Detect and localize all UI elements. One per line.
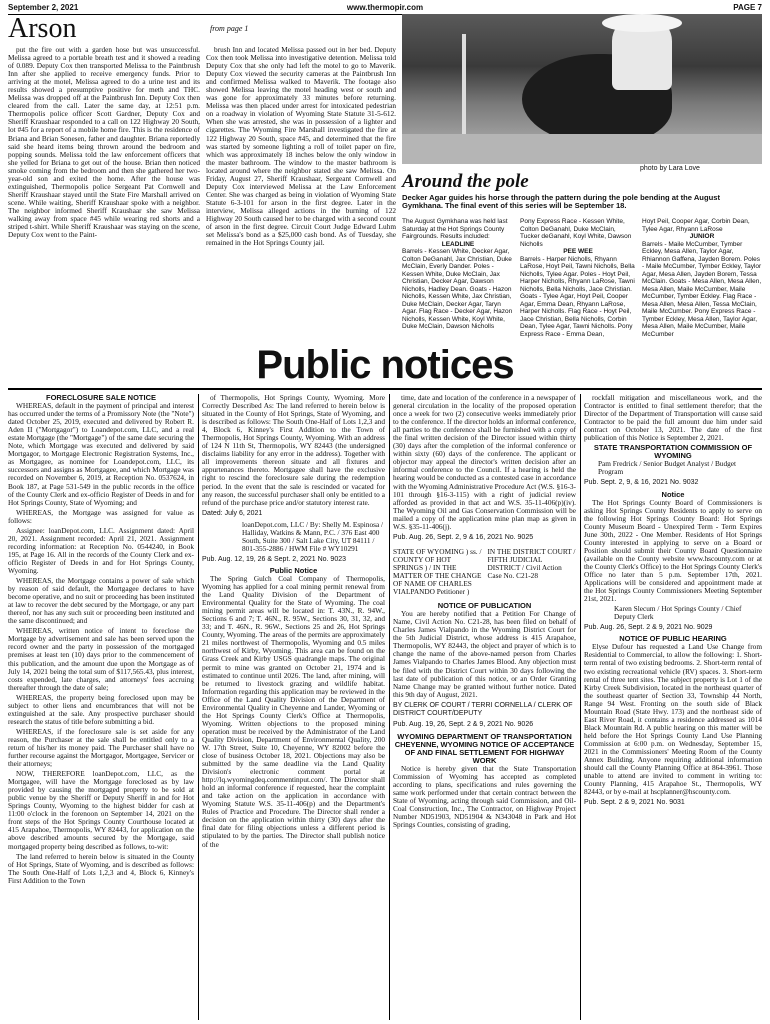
foreclosure-para: WHEREAS, if the foreclosure sale is set aside for any reason, the Purchaser at the sale shall be entitled only to a return of his/her its money paid. The Purchaser shall have no further recourse against the Mortgagor, Mortgagee, Servicer or their attorneys;: [8, 726, 194, 769]
wydot-body: Notice is hereby given that the State Transportation Commission of Wyoming has accepted as completed according to plans, specifications and rules governing the same work performed under that certain contract between the State of Wyoming, acting through said Commission, and Oil-Coal Construction, Inc., The Contractor, on Highway Project Number ND51903, ND51904 & N343048 in Park and Hot Springs Counties, consisting of grading,: [393, 764, 576, 830]
public-notices-title: Public notices: [256, 343, 514, 387]
publication-notice-body: You are hereby notified that a Petition For Change of Name, Civil Action No. C21-28, has been filed on behalf of Charles James Vialpando in the Wyoming District Court for the 5th Judicial District, whose address is 415 Arapahoe, Thermopolis, WY 82443, the object and prayer of which is to change the name of the above-named person from Charles James Vialpando to Charles James Blood. Any objection must be filed with the District Court within 30 days following the last date of publication of this notice, or an Order Granting Name Change may be granted without further notice. Dated this 9th day of August, 2021.: [393, 609, 576, 699]
public-notices-rule: [8, 388, 762, 390]
foreclosure-cont: of Thermopolis, Hot Springs County, Wyoming. More Correctly Described As: The land referred to herein below is situated in the County of Hot Springs, State of Wyoming, and is described as follows: The South One-Half of Lots 1,2,3 and 4, Block 6, Kinney's First Addition to the Town of Thermopolis, Hot Springs County, Wyoming. With an address of 124 N 11th St, Thermopolis, WY 82443 (the undersigned disclaims liability for any error in the address). Together with all improvements thereon situate and all fixtures and appurtenances thereto. Mortgagee shall have the exclusive right to rescind the foreclosure sale during the redemption period. In the event that the sale is rescinded or vacated for any reason, the successful purchaser shall only be entitled to a refund of the purchase price and/or statutory interest rate.: [202, 394, 385, 507]
foreclosure-title: FORECLOSURE SALE NOTICE: [45, 394, 156, 402]
story-title: Arson: [8, 13, 77, 44]
column-divider-3: [580, 394, 581, 1020]
foreclosure-para: NOW, THEREFORE loanDepot.com, LLC, as the Mortgagee, will have the Mortgage foreclosed as by law provided by causing the mortgaged property to be sold at public venue by the Sheriff or Deputy Sheriff in and for Hot Springs County, Wyoming to the highest bidder for cash at 11:00 o'clock in the forenoon on September 14, 2021 on the front steps of the Hot Springs County Courthouse located at 415 Arapahoe, Thermopolis, WY 82443, for application on the above described amounts secured by the Mortgage, said mortgaged property being described as follows, to-wit:: [8, 769, 194, 851]
mining-pub-line: Pub. Aug. 26, Sept. 2, 9 & 16, 2021 No. 9025: [393, 533, 534, 541]
notice-column-2: [202, 394, 385, 1020]
foreclosure-para: WHEREAS, the Mortgage contains a power of sale which by reason of said default, the Mortgagee declares to have become operative, and no suit or proceeding has been instituted at law to recover the debt secured by the Mortgage, or any part thereof, nor has any such suit or proceeding been instituted and the same discontinued; and: [8, 576, 194, 626]
gym-peewee: Barrels - Harper Nicholls, Rhyann LaRose, Hoyt Peil, Tawni Nicholls, Bella Nicholls, Tylee Agar. Poles - Hoyt Peil, Harper Nicholls, Rhyann LaRose, Tawni Nicholls, Bella Nicholls, Jace Christian. Goats - Tylee Agar, Hoyt Peil, Cooper Agar, Emma Dean, Rhyann LaRose, Harper Nicholls. Flag Race - Hoyt Peil, Jace Christian, Bella Nicholls, Corbin Dean, Tylee Agar, Tawni Nicholls. Pony Express Race - Emma Dean,: [520, 255, 635, 338]
gymkhana-col-2: [520, 218, 636, 340]
mining-notice-cont: time, date and location of the conference in a newspaper of general circulation in the locality of the proposed operation once a week for two (2) consecutive weeks immediately prior to the conference. If the director holds an informal conference, all parties to the conference shall be furnished with a copy of the final written decision of the Director issued within thirty (30) days after the completion of the informal conference or within sixty (60) days of the conference. The applicant or objector may appeal the director's written decision after an informal conference to the Council. If a hearing is held the hearing would be conducted as a contested case in accordance with the Wyoming Administrative Procedure Act (W.S. §16-3-101 through §16-3-115) with a right of judicial review afforded as provided in that act and W.S. 35-11-406(p)(iv). The Wyoming Oil and Gas Conservation Commission will be mailed a copy of the application mine plan map as given in W.S. §35-11-406(j).: [393, 394, 576, 531]
gym-cont: Hoyt Peil, Cooper Agar, Corbin Dean, Tylee Agar, Rhyann LaRose: [642, 218, 750, 233]
hearing-title: NOTICE OF PUBLIC HEARING: [619, 634, 727, 644]
story-text-2: brush Inn and located Melissa passed out in her bed. Deputy Cox then took Melissa into investigative detention. Melissa told Deputy Cox that she only had left the motel to go to Maverik. Deputy Cox viewed the security cameras at the Paintbrush Inn and confirmed Melissa walked to Maverik. The footage also showed Melissa leaving the motel heading west or south and was gone for approximately 33 minutes before returning. Melissa was then placed under arrest for intoxicated pedestrian on a roadway in violation of Wyoming State Statute 31-5-612. When she was arrested, she was in possession of a lighter and cigarettes. The Wyoming Fire Marshall investigated the fire at 122 Highway 20 South, space #45, and determined that the fire was started by someone lighting a roll of toilet paper on fire, which was approximately 18 inches below the only window in the master bathroom. The window to the master bathroom is located around where the neighbor stated she saw Melissa. On Friday, August 27, Sheriff Kraushaar, Sergeant Cornwell and Deputy Cox interviewed Melissa at the Law Enforcement Center. She was charged as being in violation of Wyoming State Statute 6-3-101 for arson in the first degree. Later in the interview, Melissa alleged actions in the burning of 122 Highway 20 South caused her to be charged with a second count of arson in the first degree. Circuit Court Judge Edward Luhm set Melissa's bond as a $25,000 cash bond. As of Tuesday, she remained in the Hot Springs County jail.: [206, 46, 396, 248]
foreclosure-signature: loanDepot.com, LLC / By: Shelly M. Espinosa / Halliday, Watkins & Mann, P.C. / 376 East 400 South, Suite 300 / Salt Lake City, UT 84111 / 801-355-2886 / HWM File # WY10291: [242, 519, 384, 553]
gym-head-junior: JUNIOR: [689, 233, 715, 240]
photo-caption: Decker Agar guides his horse through the pattern during the pole bending at the August Gymkhana. The final event of this series will be September 18.: [402, 193, 720, 211]
story-column-1: [8, 46, 200, 338]
foreclosure-para: WHEREAS, default in the payment of principal and interest has occurred under the terms of a Promissory Note (the "Note") dated October 25, 2019, executed and delivered by Robert R. Aden II ("Mortgagor") to Loandepot.com, LLC, and a real estate Mortgage (the "Mortgage") of the same date securing the Note, which Mortgage was executed and delivered by said Mortgagor, to Mortgage Electronic Registration Systems, Inc., as Mortgagee, as nominee for Loandepot.com, LLC, its successors and assigns as Mortgagee, and which Mortgage was recorded on November 6, 2019, at Reception No. 0537624, in Book 187, at Page 531-549 in the public records in the office of the County Clerk and ex-officio Register of Deeds in and for Hot Springs County, State of Wyoming; and: [8, 401, 194, 507]
gym-pony: Pony Express Race - Kessen White, Colton DeGanahl, Duke McClain, Tucker deGanahl, Koyl White, Dawson Nicholls: [520, 218, 632, 248]
ground-shape: [402, 134, 762, 164]
foreclosure-para: The land referred to herein below is situated in the County of Hot Springs, State of Wyoming, and is described as follows: The South One-Half of Lots 1,2,3 and 4, Block 6, Kinney's First Addition to the Town: [8, 851, 194, 885]
publication-notice-title: NOTICE OF PUBLICATION: [437, 601, 532, 611]
notice-column-1: [8, 394, 194, 1020]
column-divider-1: [198, 394, 199, 1020]
board-notice-body: The Hot Springs County Board of Commissioners is asking Hot Springs County Residents to apply to serve on the following Hot Springs County Board: Hot Springs County Museum Board - Unexpired Term - Term Expires June 30th, 2022 - One Member. Residents of Hot Springs County interested in applying to serve on a Board or Position should submit their County Board Questionnaire (available on the County website www.hscounty.com or at the County Clerk's Office) to the Hot Springs County Clerk's Office no later than 5 p.m. September 17th, 2021. Applications will be considered and appointment made at the Hot Springs County Commissioners Meeting September 21st, 2021.: [584, 497, 762, 604]
commission-name: STATE TRANSPORTATION COMMISSION OF WYOMING: [593, 443, 753, 461]
from-page-label: from page 1: [210, 24, 249, 33]
foreclosure-para: WHEREAS, written notice of intent to foreclose the Mortgage by advertisement and sale has been served upon the record owner and the party in possession of the mortgaged premises at least ten (10) days prior to the commencement of this publication, and the amount due upon the Mortgage as of July 14, 2021 being the total sum of $117,565.43, plus interest, costs expended, late charges, and attorneys' fees accruing thereafter through the date of sale;: [8, 626, 194, 692]
notice-column-4: [584, 394, 762, 1020]
gym-head-leadline: LEADLINE: [441, 240, 475, 248]
gym-leadline: Barrels - Kessen White, Decker Agar, Colton DeGanahl, Jax Christian, Duke McClain, Everly Dander. Poles - Kessen White, Duke McClain, Jax Christian, Decker Agar, Dawson Nicholls, Hadley Dean. Goats - Hazon Nicholls, Kessen White, Jax Christian, Duke McClain, Decker Agar, Taryn Agar. Flag Race - Decker Agar, Hazon Nicholls, Kessen White, Koyl White, Duke McClain, Dawson Nicholls: [402, 248, 513, 330]
mining-notice-title: Public Notice: [269, 565, 318, 575]
gym-head-peewee: PEE WEE: [563, 248, 593, 255]
foreclosure-para: WHEREAS, the property being foreclosed upon may be subject to other liens and encumbrances that will not be extinguished at the sale. Any prospective purchaser should research the status of title before submitting a bid.: [8, 692, 194, 726]
notice-column-3: [393, 394, 576, 1020]
page-number: PAGE 7: [733, 3, 762, 12]
foreclosure-para: Assignee: loanDepot.com, LLC. Assignment dated: April 20, 2021. Assignment recorded: April 21, 2021. Assignment recording information: at Reception No. 0544240, in Book 195, at Page 16. All in the records of the County Clerk and ex-officio Register of Deeds in and for Hot Springs County, Wyoming.: [8, 525, 194, 575]
foreclosure-para: WHEREAS, the Mortgage was assigned for value as follows:: [8, 507, 194, 525]
hearing-body: Elyse Dufour has requested a Land Use Change from Residential to Commercial, to allow the following: 1. Short-term rental of two existing bedrooms. 2. Short-term rental of two existing recreational vehicle (RV) spaces. 3. Short-term rental of three tent sites. The subject property is Lot 1 of the Kirby Creek Subdivision, located in the northeast quarter of the southeast quarter of Section 33, Township 44 North, Range 94 West. Fronting on the south side of Black Mountain Road (State Hwy. 173) and the northeast side of East River Road, it contains a residence addressed as 1014 Black Mountain Rd. A public hearing on this matter will be held before the Hot Springs County Land Use Planning Commission at 6:00 p.m. on Wednesday, September 15, 2021 in the Commissioners' Meeting Room of the County Annex Building. Anyone requiring additional information should call the County Planning Office at 864-3961. Those unable to attend are invited to comment in writing to: County Planning, 415 Arapahoe St., Thermopolis, WY 82443, or by e-mail at hscplanner@hscounty.com.: [584, 642, 762, 797]
wydot-signature: Pam Fredrick / Senior Budget Analyst / Budget Program: [598, 459, 737, 477]
story-column-2: [206, 46, 396, 338]
mining-notice-body: The Spring Gulch Coal Company of Thermopolis, Wyoming has applied for a coal mining permit renewal from the Land Quality Division of the Department of Environmental Quality for the State of Wyoming. The coal mining permit areas will be located in: T. 43N., R. 94W., Sections 6 and 7; T. 46N., R. 95W., Sections 30, 31, 32, and 33; and T. 46N., R. 96W., Sections 25 and 26, Hot Springs County, Wyoming. The areas of the permits are approximately 21 miles northwest of Thermopolis, Wyoming and 0.5 miles northwest of Kirby, Wyoming. This area can be found on the Grass Creek and Kirby USGS quadrangle maps. The original permit to mine was granted on October 21, 1974 and is estimated to continue until 2026. The land, after mining, will be returned to livestock grazing and wildlife habitat. Information regarding this application may be reviewed in the Office of the Land Quality Division of the Department of Environmental Quality in Cheyenne and Lander, Wyoming or the Hot Springs County Clerk's Office at Thermopolis, Wyoming. Written objections to the proposed mining operation must be received by the Administrator of the Land Quality Division, Department of Environmental Quality, 200 W. 17th Street, Suite 10, Cheyenne, WY 82002 before the close of business October 18, 2021. Objections may also be submitted by the same deadline via the Land Quality Division's electronic comment portal at http://lq.wyomingdeq.commentinput.com/. The Director shall hold an informal conference if requested, hear the complaint and take action on the application in accordance with Wyoming Statute W.S. 35-11-406(p) and the Department's Rules of Practice and Procedure. The Director shall render a decision on the application within thirty (30) days after the final date for filing objections unless a different period is stipulated to by the parties. The Director shall publish notice of the: [202, 573, 385, 849]
photo-caption-title: Around the pole: [402, 171, 529, 192]
wydot-title: WYOMING DEPARTMENT OF TRANSPORTATION CHEYENNE, WYOMING NOTICE OF ACCEPTANCE OF AND FINAL SETTLEMENT FOR HIGHWAY WORK: [394, 731, 575, 765]
story-text-1: put the fire out with a garden hose but was unsuccessful. Melissa agreed to a portable breath test and it showed a reading of 0.089. Deputy Cox then transported Melissa to the Paintbrush Inn after she applied to receive emergency funds. Prior to arriving at the motel, Melissa agreed to do a urine test and its results showed a presumptive positive for meth and THC. Melissa was dropped off at the Paintbrush Inn. Deputy Cox then cleared from the call. Later the same day, at 12:51 p.m. Thermopolis police officer Scott Gardner, Deputy Cox and Sheriff Kraushaar responded to a call on 122 Highway 20 South, lot #45 for a report of a mobile home fire. This is the residence of Briana and Brian Sonesen, father and daughter. Briana reportedly said she heard items being thrown around the bedroom and popping sounds. Melissa told the law enforcement officers that she yelled for Briana to get out of the house. Brian then noticed smoke coming from the bedroom and then she gathered her two-year-old son and exited the home. After the house was extinguished, Thermopolis police Sergeant Pat Cornwell and Sheriff Kraushaar stayed until the State Fire Marshall arrived on scene. While waiting, Sheriff Kraushaar spoke with a neighbor. The neighbor informed Sheriff Kraushaar she saw Melissa walking away from space #45 while wearing red shorts and a striped t-shirt. While Sheriff Kraushaar was staying on the scene, Deputy Cox went to the Paint-: [8, 46, 200, 240]
gym-intro: The August Gymkhana was held last Saturday at the Hot Springs County Fairgrounds. Results included:: [402, 218, 508, 240]
site-url: www.thermopir.com: [346, 3, 424, 12]
board-pub-line: Pub. Aug. 26, Sept. 2 & 9, 2021 No. 9029: [584, 624, 713, 632]
board-notice-signature: Karen Slecum / Hot Springs County / Chief Deputy Clerk: [614, 604, 742, 622]
gym-junior: Barrels - Maile McCumber, Tymber Eckley, Mesa Allen, Taylor Agar, Rhiannon Gaffena, Jayden Borem. Poles - Maile McCumber, Tymber Eckley, Taylor Agar, Mesa Allen, Jayden Borem, Tessa McClain. Goats - Mesa Allen, Mesa Allen, Mesa Allen, Maile McCumber, Maile McCumber, Tymber Eckley. Flag Race - Mesa Allen, Mesa Allen, Tessa McClain, Maile McCumber. Pony Express Race - Tymber Eckley, Mesa Allen, Taylor Agar, Mesa Allen, Maile McCumber, Maile McCumber: [642, 240, 762, 338]
wydot-cont: rockfall mitigation and miscellaneous work, and the Contractor is entitled to final settlement therefor; that the Director of the Department of Transportation will cause said Contractor to be paid the full amount due him under said contract on October 13, 2021. The date of the first publication of this Notice is September 2, 2021.: [584, 394, 762, 443]
photo-credit: photo by Lara Love: [640, 165, 700, 172]
foreclosure-pub-line: Pub. Aug. 12, 19, 26 & Sept. 2, 2021 No. 9023: [202, 555, 346, 563]
gymkhana-col-1: [402, 218, 514, 340]
gymkhana-photo: [402, 14, 762, 164]
court-caption-right: IN THE DISTRICT COURT / FIFTH JUDICIAL DISTRICT / Civil Action Case No. C21-28: [487, 546, 576, 580]
court-caption-left: STATE OF WYOMING ) ss. / COUNTY OF HOT SPRINGS ) / IN THE MATTER OF THE CHANGE OF NAME OF CHARLES VIALPANDO Petitioner ): [393, 546, 482, 597]
clerk-signature: BY CLERK OF COURT / TERRI CORNELLA / CLERK OF DISTRICT COURT/DEPUTY: [393, 701, 573, 717]
foreclosure-dated: Dated: July 6, 2021: [202, 509, 263, 517]
court-caption: [393, 548, 576, 596]
wydot-pub-line: Pub. Sept. 2, 9, & 16, 2021 No. 9032: [584, 479, 699, 487]
gymkhana-col-3: [642, 218, 762, 340]
hearing-pub-line: Pub. Sept. 2 & 9, 2021 No. 9031: [584, 799, 685, 807]
board-notice-title: Notice: [661, 489, 685, 499]
name-change-pub-line: Pub. Aug. 19, 26, Sept. 2 & 9, 2021 No. 9026: [393, 720, 534, 728]
issue-date: September 2, 2021: [8, 3, 79, 12]
column-divider-2: [389, 394, 390, 1020]
hat-shape: [602, 14, 682, 32]
